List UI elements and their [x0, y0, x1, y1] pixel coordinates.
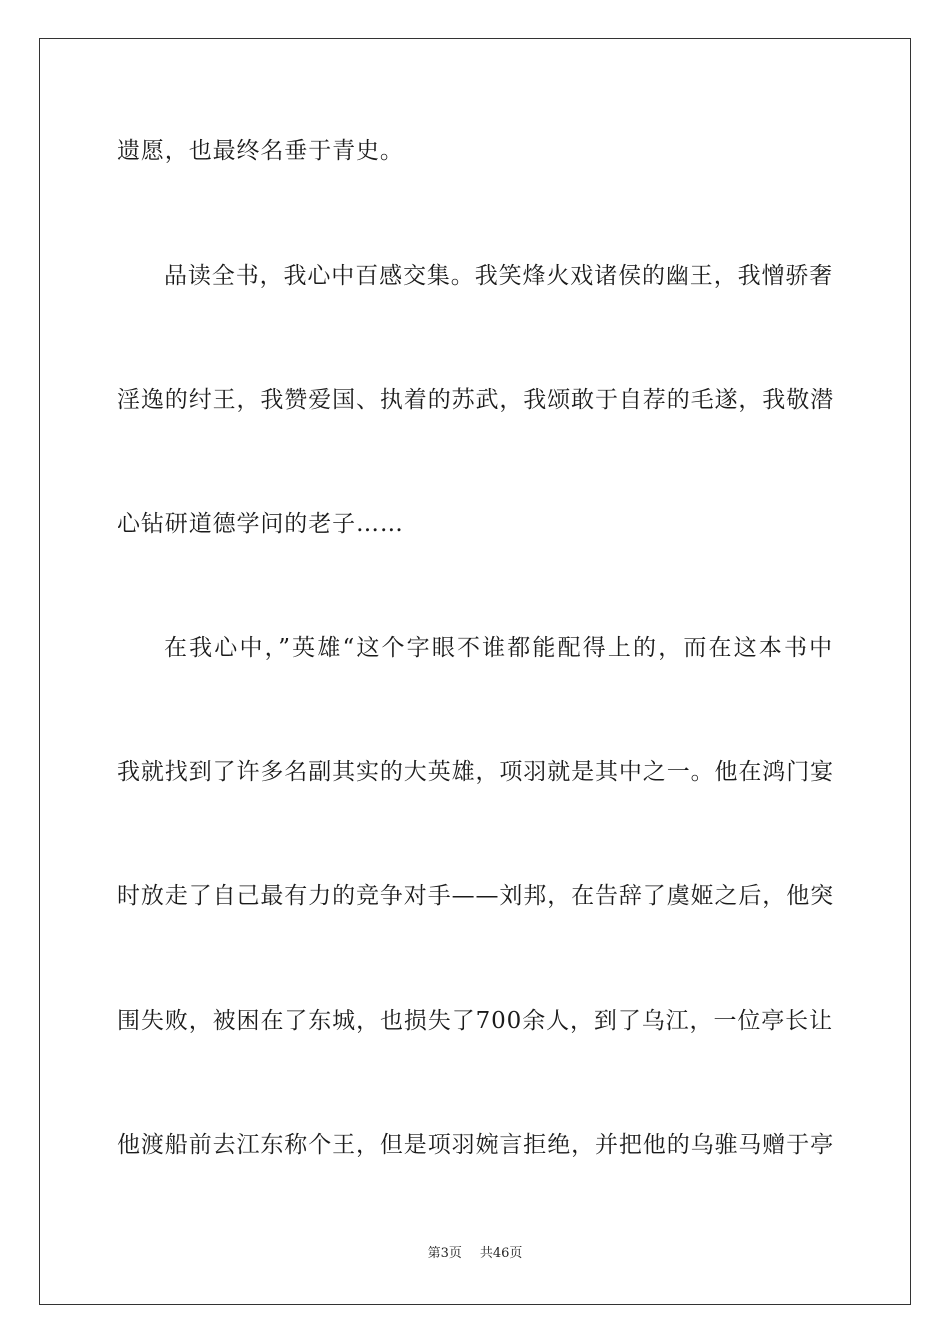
text-line-4: 心钻研道德学问的老子…… [117, 511, 404, 537]
page-total: 共46页 [479, 1246, 523, 1261]
text-line-9: 他渡船前去江东称个王，但是项羽婉言拒绝，并把他的乌骓马赠于亭 [117, 1132, 834, 1158]
page-frame [39, 38, 911, 1305]
text-line-1: 遗愿，也最终名垂于青史。 [117, 138, 404, 164]
text-line-5: 在我心中，”英雄“这个字眼不谁都能配得上的，而在这本书中 [164, 635, 833, 661]
page-number: 第3页 [427, 1246, 462, 1261]
page-footer [0, 1245, 950, 1263]
text-line-7: 时放走了自己最有力的竞争对手——刘邦，在告辞了虞姬之后，他突 [117, 883, 834, 909]
text-line-6: 我就找到了许多名副其实的大英雄，项羽就是其中之一。他在鸿门宴 [117, 759, 834, 785]
text-line-2: 品读全书，我心中百感交集。我笑烽火戏诸侯的幽王，我憎骄奢 [164, 263, 834, 289]
text-line-8: 围失败，被困在了东城，也损失了700余人，到了乌江，一位亭长让 [117, 1008, 833, 1034]
text-line-3: 淫逸的纣王，我赞爱国、执着的苏武，我颂敢于自荐的毛遂，我敬潜 [117, 387, 834, 413]
